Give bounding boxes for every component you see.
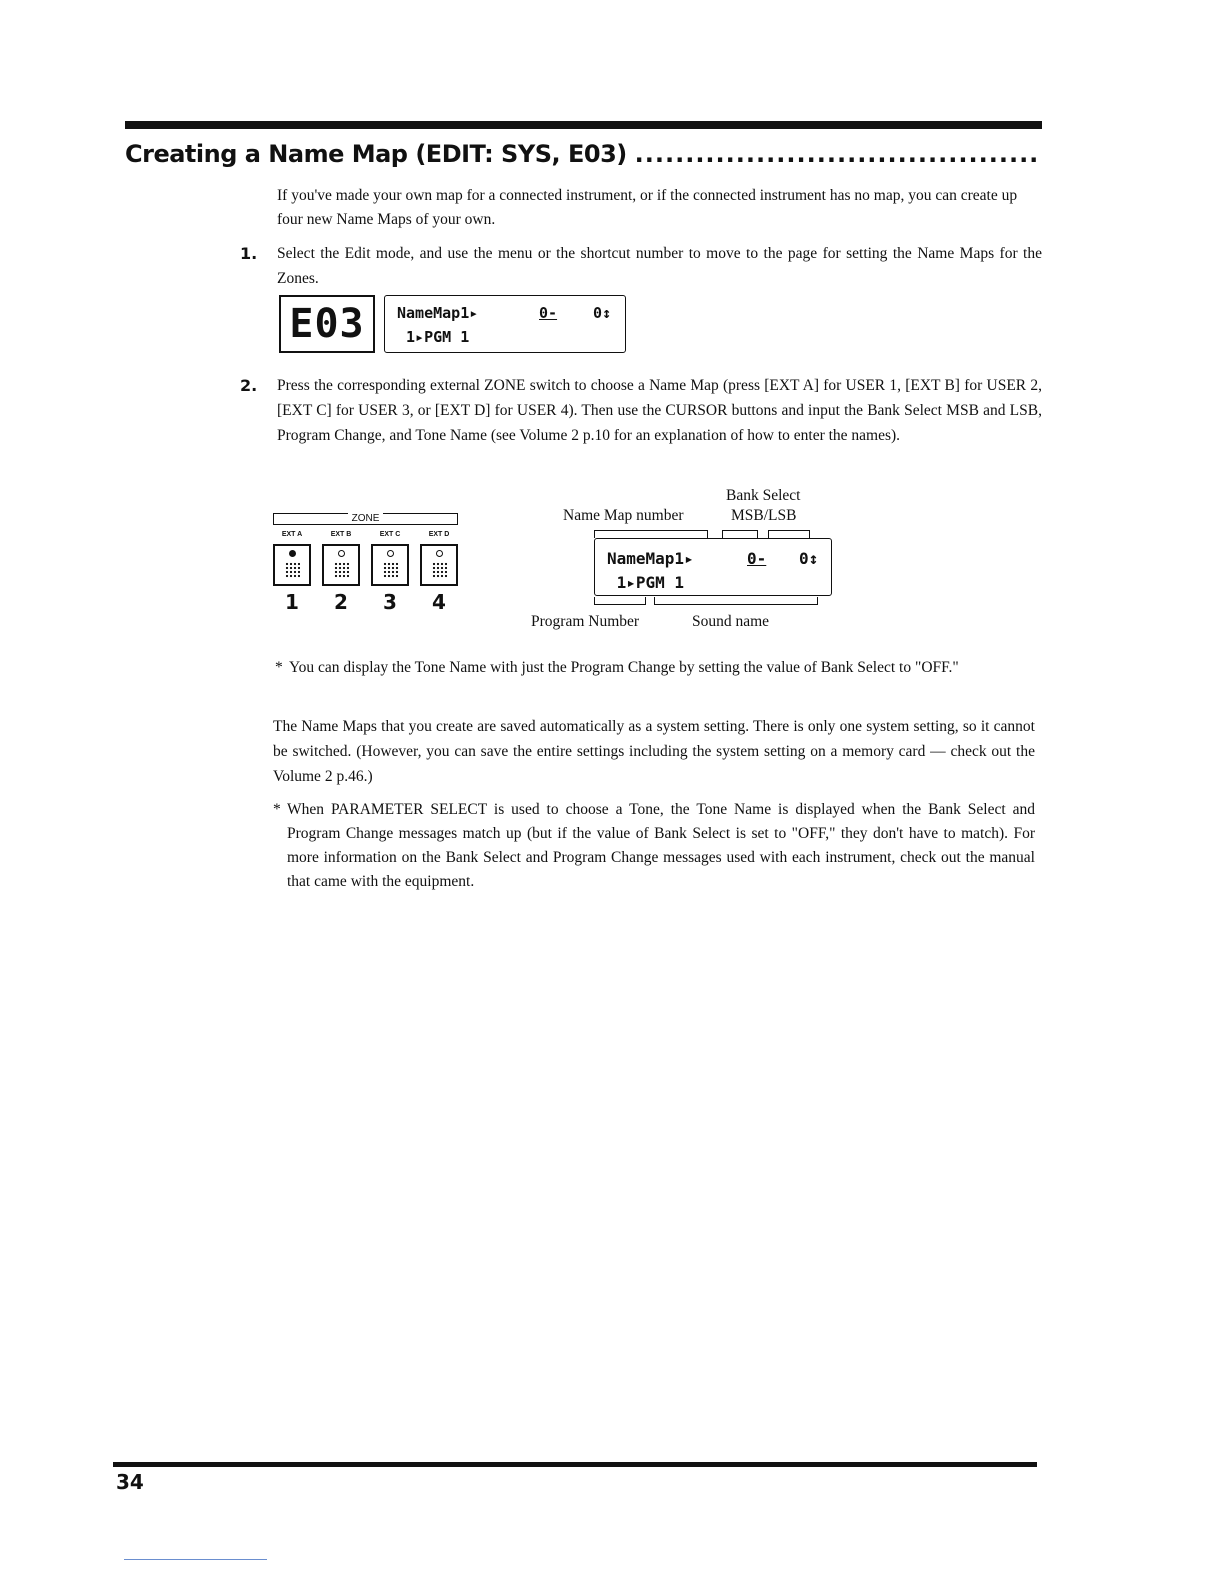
led-indicator-icon: [387, 550, 394, 557]
ext-a-label: EXT A: [281, 531, 303, 538]
lcd1-msb: 0-: [539, 304, 558, 322]
heading-leader-dots: ........................................: [634, 140, 1040, 168]
zone-number-3: 3: [383, 590, 397, 614]
callout-bank-select: Bank Select: [726, 487, 801, 504]
zone-button-ext-c[interactable]: [371, 544, 409, 586]
button-grille-icon: [432, 562, 447, 578]
zone-number-2: 2: [334, 590, 348, 614]
callout-msb-lsb: MSB/LSB: [731, 507, 797, 524]
note-2-text: When PARAMETER SELECT is used to choose a Tone, the Tone Name is displayed when the Bank Select and Program Change messages match up (but if the value of Bank Select is set to "OFF," they don't have to match). For more information on the Bank Select and Program Change messages used with each instrument, check out the manual that came with the equipment.: [287, 801, 1035, 890]
system-setting-paragraph: The Name Maps that you create are saved automatically as a system setting. There is only one system setting, so it cannot be switched. (However, you can save the entire settings including the system setting on a memory card — check out the Volume 2 p.46.): [273, 718, 1035, 785]
lcd2-lsb: 0↕: [799, 549, 819, 568]
lcd1-line1: NameMap1▸: [397, 304, 479, 322]
lcd1-lsb: 0↕: [593, 304, 612, 322]
bullet-asterisk: *: [273, 801, 281, 818]
lcd-display-1: [384, 295, 626, 353]
heading-title: Creating a Name Map (EDIT: SYS, E03): [125, 140, 627, 168]
lcd-display-2: [594, 538, 832, 596]
zone-button-ext-a[interactable]: [273, 544, 311, 586]
button-grille-icon: [383, 562, 398, 578]
page-code-display: E03: [279, 295, 375, 353]
step-2-number: 2.: [240, 376, 258, 395]
page-number: 34: [116, 1470, 144, 1494]
bracket-sound-name: [654, 597, 818, 605]
callout-sound-name: Sound name: [692, 613, 770, 630]
intro-paragraph: If you've made your own map for a connected instrument, or if the connected instrument has no map, you can create up four new Name Maps of your own.: [277, 187, 1018, 228]
callout-program-number: Program Number: [531, 613, 640, 630]
lcd2-msb: 0-: [747, 549, 767, 568]
lcd2-line1: NameMap1▸: [607, 549, 694, 568]
bracket-name-map-number: [594, 530, 708, 538]
note-parameter-select: [273, 798, 1035, 894]
bracket-msb: [722, 530, 758, 538]
section-heading: [125, 140, 1042, 168]
zone-button-ext-d[interactable]: [420, 544, 458, 586]
step-1-number: 1.: [240, 244, 258, 263]
lcd2-line2: 1▸PGM 1: [607, 573, 685, 592]
callout-name-map-number: Name Map number: [563, 507, 684, 524]
led-indicator-icon: [338, 550, 345, 557]
step-1: [240, 241, 1042, 291]
note-1-text: You can display the Tone Name with just the Program Change by setting the value of Bank Select to "OFF.": [289, 659, 959, 676]
zone-number-4: 4: [432, 590, 446, 614]
zone-button-ext-b[interactable]: [322, 544, 360, 586]
lcd1-line2: 1▸PGM 1: [397, 328, 470, 346]
step-1-text: Select the Edit mode, and use the menu or the shortcut number to move to the page for setting the Name Maps for the Zones.: [277, 245, 1042, 287]
bullet-asterisk: *: [275, 659, 283, 676]
ext-b-label: EXT B: [330, 531, 352, 538]
ext-c-label: EXT C: [379, 531, 401, 538]
step-2-text: Press the corresponding external ZONE switch to choose a Name Map (press [EXT A] for USER 1, [EXT B] for USER 2, [EXT C] for USER 3, or [EXT D] for USER 4). Then use the CURSOR buttons and input the Bank Select MSB and LSB, Program Change, and Tone Name (see Volume 2 p.10 for an explanation of how to enter the names).: [277, 377, 1042, 444]
step-2: [240, 373, 1042, 448]
ext-d-label: EXT D: [428, 531, 450, 538]
zone-label: [273, 512, 458, 526]
header-rule: [125, 121, 1042, 129]
bracket-program-number: [594, 597, 646, 605]
led-indicator-icon: [436, 550, 443, 557]
zone-label-text: ZONE: [348, 513, 384, 524]
bracket-lsb: [768, 530, 810, 538]
footer-rule: [113, 1462, 1037, 1467]
zone-number-1: 1: [285, 590, 299, 614]
footer-link-line: [124, 1559, 267, 1560]
led-indicator-icon: [289, 550, 296, 557]
note-bank-select-off: [275, 656, 1049, 680]
button-grille-icon: [334, 562, 349, 578]
button-grille-icon: [285, 562, 300, 578]
